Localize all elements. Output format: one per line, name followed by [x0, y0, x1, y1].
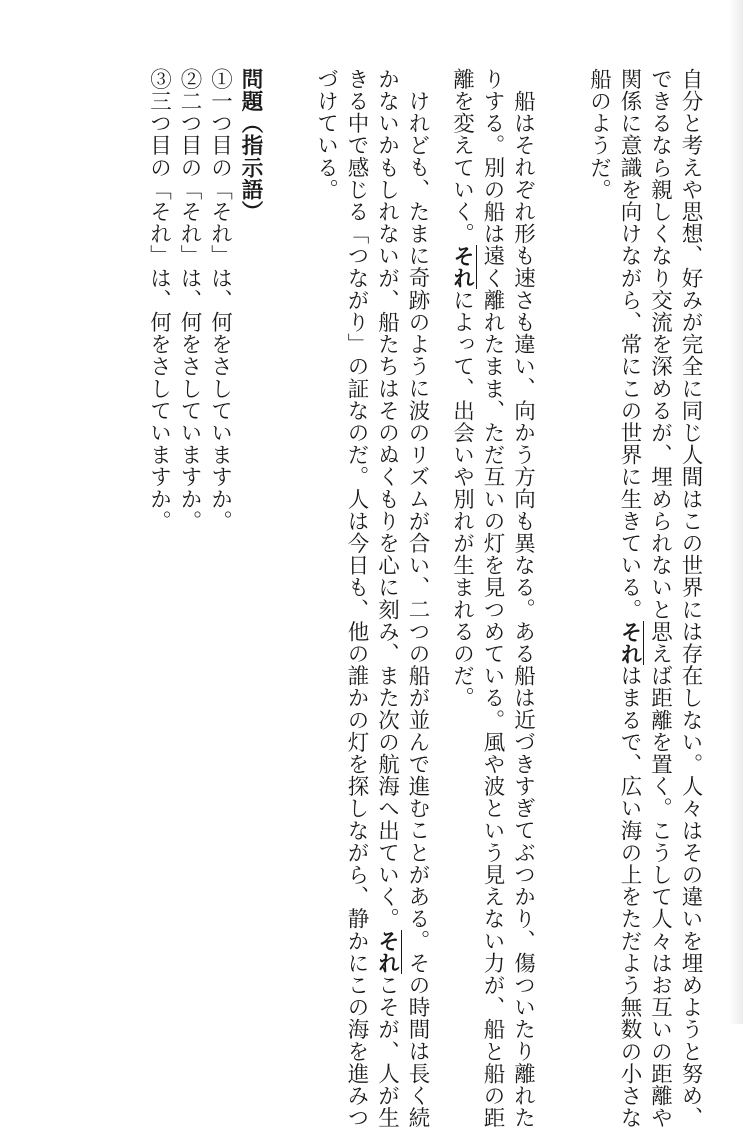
questions-section	[143, 68, 265, 532]
paragraph-1	[583, 68, 705, 1129]
questions-heading	[235, 68, 266, 532]
paragraph-1-line-4: 船のようだ。	[586, 68, 612, 201]
paragraph-3-line-2	[371, 68, 402, 1129]
paragraph-2	[446, 68, 538, 1129]
keyword-sore-3: それ	[374, 929, 400, 975]
paragraph-1-line-3	[614, 68, 645, 1129]
question-1: ①一つ目の「それ」は、何をさしていますか。	[207, 68, 233, 533]
paragraph-1-line-1: 自分と考えや思想、好みが完全に同じ人間はこの世界には存在しない。人々はその違いを埋めようと努め、	[678, 68, 703, 1129]
paragraph-2-line-3-before: 離を変えていく。	[449, 68, 475, 245]
questions-heading-sub: （指示語）	[238, 112, 263, 223]
paragraph-1-line-3-after: はまるで、広い海の上をただよう無数の小さな	[617, 664, 642, 1129]
paragraph-3-line-2-before: かないかもしれないが、船たちはそのぬくもりを心に刻み、また次の航海へ出ていく。	[374, 68, 400, 930]
questions-heading-label: 問題	[238, 68, 263, 113]
paragraph-1-line-2: できるなら親しくなり交流を深めるが、埋められないと思えば距離を置く。こうして人々はお互いの距離や	[647, 68, 673, 1129]
keyword-sore-1: それ	[617, 620, 642, 665]
question-3: ③三つ目の「それ」は、何をさしていますか。	[146, 68, 172, 533]
paragraph-3-line-3: きる中で感じる「つながり」の証なのだ。人は今日も、他の誰かの灯を探しながら、静かにこの海を進みつ	[344, 68, 369, 1129]
paragraph-3-line-2-after: こそが、人が生	[374, 974, 400, 1129]
paragraph-3-line-1: けれども、たまに奇跡のように波のリズムが合い、二つの船が並んで進むことがある。その時間は長く続	[405, 90, 430, 1129]
paragraph-2-line-1: 船はそれぞれ形も速さも違い、向かう方向も異なる。ある船は近づきすぎてぶつかり、傷ついたり離れた	[510, 90, 536, 1129]
page-edge-shadow	[729, 0, 743, 1024]
question-2: ②二つ目の「それ」は、何をさしていますか。	[177, 68, 202, 533]
keyword-sore-2: それ	[449, 244, 475, 290]
paragraph-2-line-2: りする。別の船は遠く離れたまま、ただ互いの灯を見つめている。風や波という見えない力が、船と船の距	[480, 68, 505, 1129]
paragraph-2-line-3-after: によって、出会いや別れが生まれるのだ。	[449, 289, 475, 709]
paragraph-3	[310, 68, 432, 1129]
paragraph-1-line-3-before: 関係に意識を向けながら、常にこの世界に生きている。	[617, 68, 642, 621]
paragraph-2-line-3	[446, 68, 477, 1129]
paragraph-3-line-4: づけている。	[313, 68, 339, 201]
